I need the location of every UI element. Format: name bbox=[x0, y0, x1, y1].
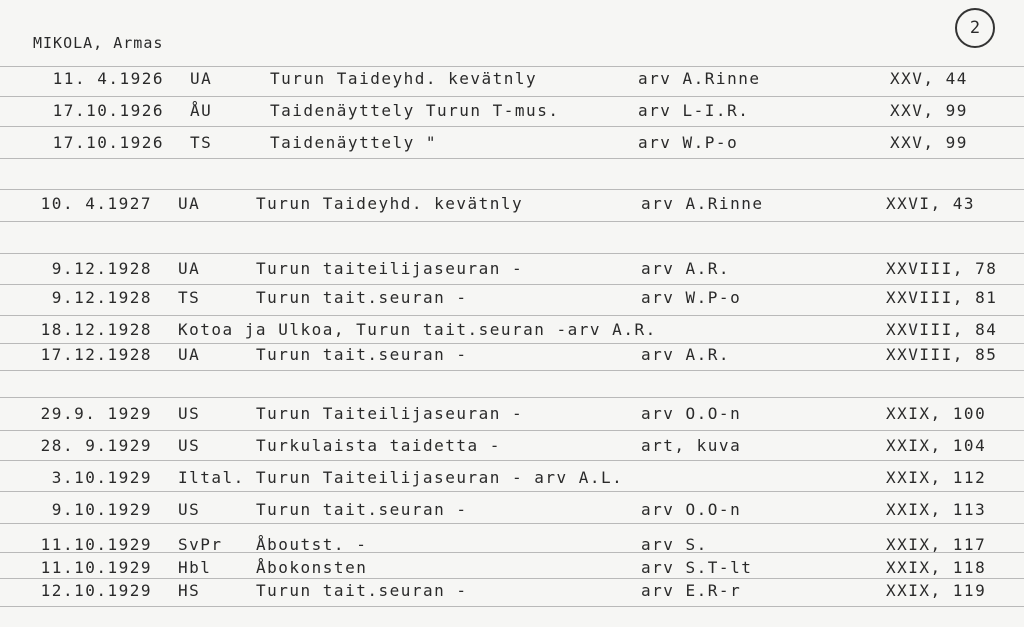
entry-date: 9.12.1928 bbox=[51, 288, 152, 307]
entry-paper: ÅU bbox=[190, 101, 213, 120]
entry-date: 28. 9.1929 bbox=[40, 436, 152, 455]
entry-ref: XXIX, 118 bbox=[886, 558, 987, 577]
entry-date: 11. 4.1926 bbox=[52, 69, 164, 88]
ruled-line bbox=[0, 460, 1024, 461]
ruled-line bbox=[0, 253, 1024, 254]
entry-row bbox=[0, 468, 1024, 492]
ruled-line bbox=[0, 315, 1024, 316]
entry-ref: XXIX, 104 bbox=[886, 436, 987, 455]
entry-title: Turun tait.seuran - bbox=[256, 500, 468, 519]
entry-title: Turun tait.seuran - bbox=[256, 288, 468, 307]
entry-row bbox=[0, 345, 1024, 369]
entry-title: Åbokonsten bbox=[256, 558, 368, 577]
entry-paper: US bbox=[178, 436, 201, 455]
entry-row bbox=[0, 558, 1024, 582]
ruled-line bbox=[0, 606, 1024, 607]
entry-date: 9.10.1929 bbox=[51, 500, 152, 519]
entry-ref: XXVIII, 81 bbox=[886, 288, 998, 307]
entry-ref: XXIX, 119 bbox=[886, 581, 987, 600]
entry-row bbox=[0, 500, 1024, 524]
entry-paper: Kotoa ja Ulkoa, Turun tait.seuran -arv A.R. bbox=[178, 320, 657, 339]
entry-paper: HS bbox=[178, 581, 201, 600]
entry-date: 17.10.1926 bbox=[52, 133, 164, 152]
entry-row bbox=[0, 259, 1024, 283]
entry-title: Turun Taiteilijaseuran - bbox=[256, 404, 524, 423]
ruled-line bbox=[0, 66, 1024, 67]
entry-author: arv A.R. bbox=[641, 345, 731, 364]
entry-paper: Hbl bbox=[178, 558, 212, 577]
entry-row bbox=[0, 194, 1024, 218]
ruled-line bbox=[0, 126, 1024, 127]
entry-paper: US bbox=[178, 500, 201, 519]
entry-paper: TS bbox=[178, 288, 201, 307]
entry-date: 17.12.1928 bbox=[40, 345, 152, 364]
entry-author: arv S. bbox=[641, 535, 708, 554]
entry-row bbox=[0, 320, 1024, 344]
entry-date: 9.12.1928 bbox=[51, 259, 152, 278]
entry-row bbox=[0, 436, 1024, 460]
entry-title: Åboutst. - bbox=[256, 535, 368, 554]
entry-author: arv W.P-o bbox=[638, 133, 739, 152]
ruled-line bbox=[0, 370, 1024, 371]
ruled-line bbox=[0, 96, 1024, 97]
entry-paper: SvPr bbox=[178, 535, 223, 554]
entry-date: 3.10.1929 bbox=[51, 468, 152, 487]
ruled-line bbox=[0, 221, 1024, 222]
entry-ref: XXIX, 112 bbox=[886, 468, 987, 487]
entry-title: Turun taiteilijaseuran - bbox=[256, 259, 524, 278]
entry-ref: XXV, 99 bbox=[890, 101, 968, 120]
entry-author: arv A.Rinne bbox=[641, 194, 764, 213]
entry-title: Turkulaista taidetta - bbox=[256, 436, 501, 455]
entry-ref: XXVIII, 85 bbox=[886, 345, 998, 364]
entry-ref: XXIX, 100 bbox=[886, 404, 987, 423]
entry-ref: XXV, 44 bbox=[890, 69, 968, 88]
entry-ref: XXIX, 113 bbox=[886, 500, 987, 519]
entry-row bbox=[0, 288, 1024, 312]
entry-date: 11.10.1929 bbox=[40, 558, 152, 577]
entry-ref: XXVI, 43 bbox=[886, 194, 976, 213]
ruled-line bbox=[0, 397, 1024, 398]
entry-row bbox=[0, 133, 1024, 157]
entry-date: 29.9. 1929 bbox=[40, 404, 152, 423]
entry-ref: XXVIII, 78 bbox=[886, 259, 998, 278]
entry-ref: XXIX, 117 bbox=[886, 535, 987, 554]
ruled-line bbox=[0, 430, 1024, 431]
entry-row bbox=[0, 69, 1024, 93]
ruled-line bbox=[0, 189, 1024, 190]
entry-row bbox=[0, 581, 1024, 605]
entry-author: arv O.O-n bbox=[641, 500, 742, 519]
entry-paper: US bbox=[178, 404, 201, 423]
entry-title: Taidenäyttely Turun T-mus. bbox=[270, 101, 560, 120]
entry-author: arv A.Rinne bbox=[638, 69, 761, 88]
entry-ref: XXV, 99 bbox=[890, 133, 968, 152]
entry-author: arv S.T-lt bbox=[641, 558, 753, 577]
entry-row bbox=[0, 535, 1024, 559]
entry-paper: Iltal. Turun Taiteilijaseuran - arv A.L. bbox=[178, 468, 624, 487]
entry-paper: UA bbox=[178, 345, 201, 364]
entry-title: Turun Taideyhd. kevätnly bbox=[270, 69, 538, 88]
entry-paper: UA bbox=[178, 259, 201, 278]
entry-paper: UA bbox=[178, 194, 201, 213]
entry-row bbox=[0, 101, 1024, 125]
entry-row bbox=[0, 404, 1024, 428]
entry-title: Turun tait.seuran - bbox=[256, 581, 468, 600]
entry-date: 17.10.1926 bbox=[52, 101, 164, 120]
entry-date: 18.12.1928 bbox=[40, 320, 152, 339]
person-name: MIKOLA, Armas bbox=[33, 34, 164, 52]
page-number: 2 bbox=[955, 8, 995, 48]
entry-title: Taidenäyttely " bbox=[270, 133, 437, 152]
entry-author: arv O.O-n bbox=[641, 404, 742, 423]
entry-author: arv E.R-r bbox=[641, 581, 742, 600]
entry-date: 10. 4.1927 bbox=[40, 194, 152, 213]
entry-author: arv L-I.R. bbox=[638, 101, 750, 120]
entry-title: Turun Taideyhd. kevätnly bbox=[256, 194, 524, 213]
entry-ref: XXVIII, 84 bbox=[886, 320, 998, 339]
entry-date: 12.10.1929 bbox=[40, 581, 152, 600]
entry-author: arv W.P-o bbox=[641, 288, 742, 307]
entry-author: art, kuva bbox=[641, 436, 742, 455]
entry-paper: UA bbox=[190, 69, 213, 88]
entry-paper: TS bbox=[190, 133, 213, 152]
entry-date: 11.10.1929 bbox=[40, 535, 152, 554]
entry-author: arv A.R. bbox=[641, 259, 731, 278]
ruled-line bbox=[0, 158, 1024, 159]
ruled-line bbox=[0, 284, 1024, 285]
entry-title: Turun tait.seuran - bbox=[256, 345, 468, 364]
